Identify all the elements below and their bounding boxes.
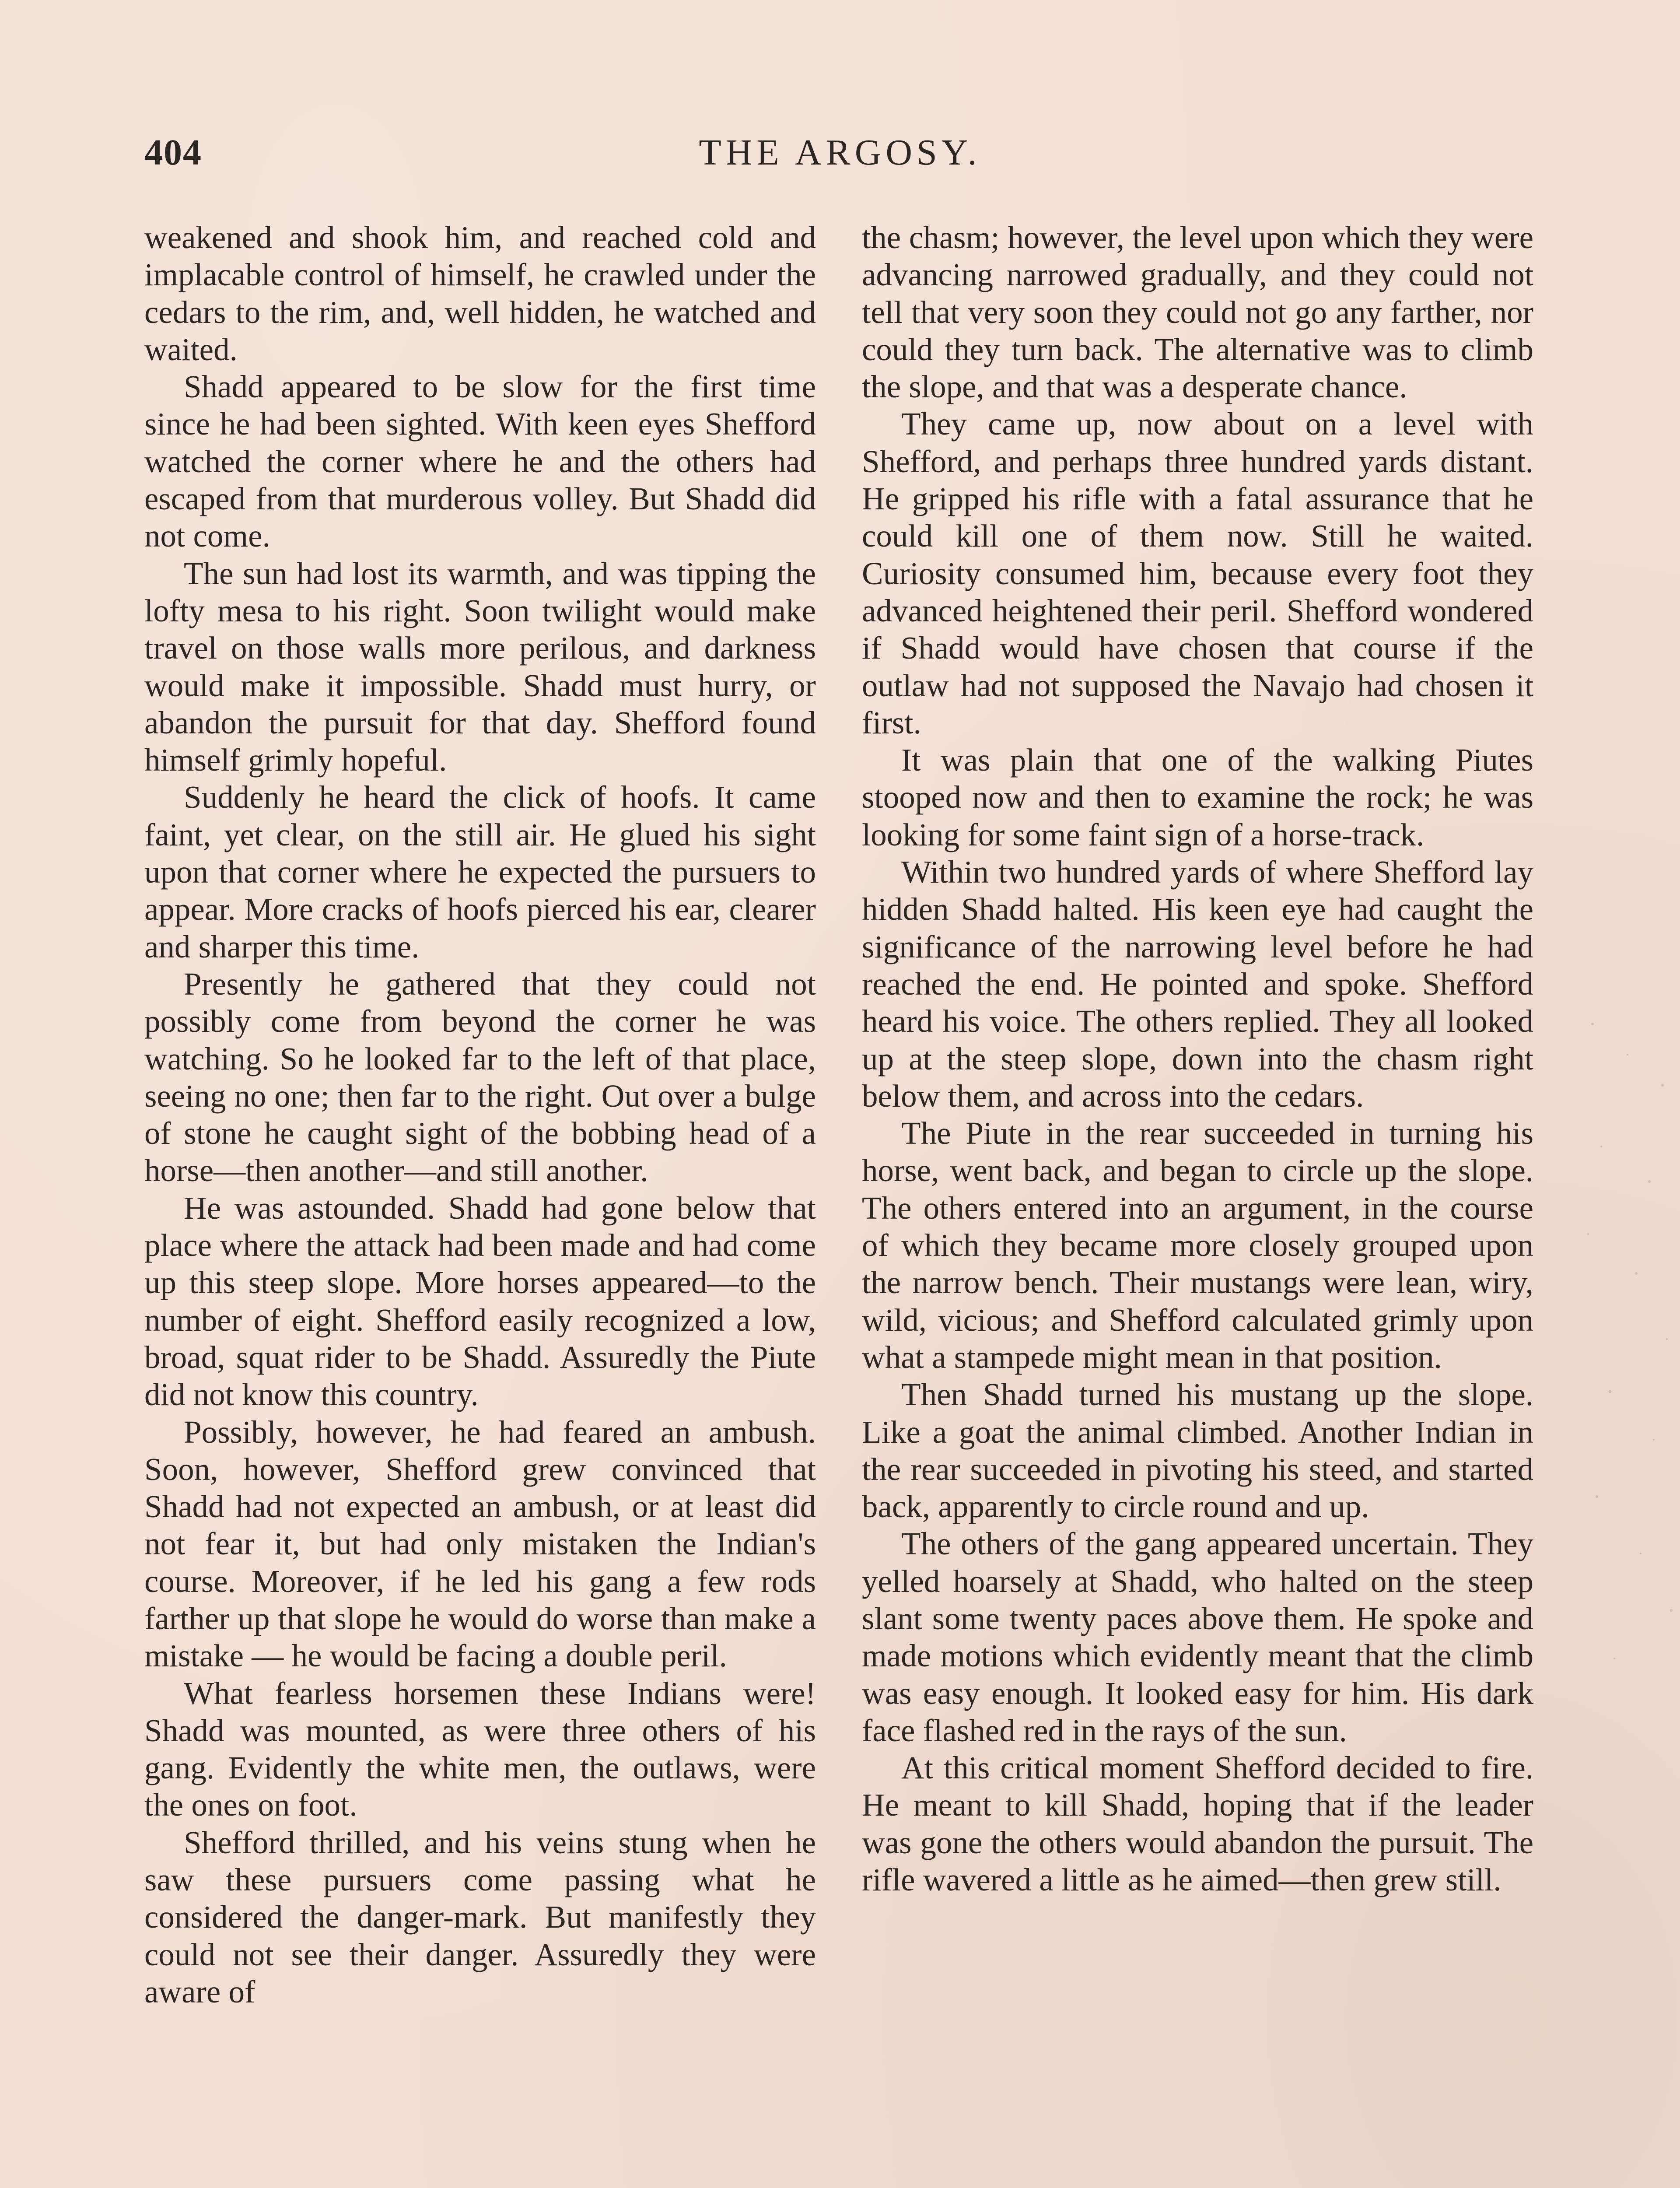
paragraph: The others of the gang appeared uncertain. They yelled hoarsely at Shadd, who halted on the steep slant some twenty paces above them. He spoke and made motions which evidently meant that the climb was easy enough. It looked easy for him. His dark face flashed red in the rays of the sun.	[862, 1526, 1533, 1748]
paragraph: They came up, now about on a level with Shefford, and perhaps three hundred yards distant. He gripped his rifle with a fatal assurance that he could kill one of them now. Still he waited. Curiosity consumed him, because every foot they advanced heightened their peril. Shefford wondered if Shadd would have chosen that course if the outlaw had not supposed the Navajo had chosen it first.	[862, 406, 1533, 740]
paragraph: It was plain that one of the walking Piutes stooped now and then to examine the rock; he was looking for some faint sign of a horse-track.	[862, 742, 1533, 852]
right-column	[862, 219, 1533, 1898]
paper-speckles	[1575, 1006, 1680, 1707]
page-number: 404	[144, 132, 202, 173]
paragraph: Suddenly he heard the click of hoofs. It came faint, yet clear, on the still air. He glued his sight upon that corner where he expected the pursuers to appear. More cracks of hoofs pierced his ear, clearer and sharper this time.	[144, 779, 816, 964]
left-column	[144, 219, 816, 2010]
paragraph: weakened and shook him, and reached cold and implacable control of himself, he crawled under the cedars to the rim, and, well hidden, he watched and waited.	[144, 220, 816, 367]
running-head-title: THE ARGOSY.	[699, 132, 981, 173]
paragraph: Within two hundred yards of where Shefford lay hidden Shadd halted. His keen eye had caught the significance of the narrowing level before he had reached the end. He pointed and spoke. Shefford heard his voice. The others replied. They all looked up at the steep slope, down into the chasm right below them, and across into the cedars.	[862, 854, 1533, 1114]
paragraph: the chasm; however, the level upon which they were advancing narrowed gradually, and they could not tell that very soon they could not go any farther, nor could they turn back. The alternative was to climb the slope, and that was a desperate chance.	[862, 220, 1533, 405]
paragraph: The Piute in the rear succeeded in turning his horse, went back, and began to circle up the slope. The others entered into an argument, in the course of which they became more closely grouped upon the narrow bench. Their mustangs were lean, wiry, wild, vicious; and Shefford calculated grimly upon what a stampede might mean in that position.	[862, 1115, 1533, 1375]
paragraph: Then Shadd turned his mustang up the slope. Like a goat the animal climbed. Another Indian in the rear succeeded in pivoting his steed, and started back, apparently to circle round and up.	[862, 1377, 1533, 1525]
paragraph: Shadd appeared to be slow for the first time since he had been sighted. With keen eyes Shefford watched the corner where he and the others had escaped from that murderous volley. But Shadd did not come.	[144, 369, 816, 554]
paragraph: Presently he gathered that they could not possibly come from beyond the corner he was watching. So he looked far to the left of that place, seeing no one; then far to the right. Out over a bulge of stone he caught sight of the bobbing head of a horse—then another—and still another.	[144, 966, 816, 1189]
paragraph: What fearless horsemen these Indians were! Shadd was mounted, as were three others of his gang. Evidently the white men, the outlaws, were the ones on foot.	[144, 1675, 816, 1823]
paragraph: Possibly, however, he had feared an ambush. Soon, however, Shefford grew convinced that Shadd had not expected an ambush, or at least did not fear it, but had only mistaken the Indian's course. Moreover, if he led his gang a few rods farther up that slope he would do worse than make a mistake — he would be facing a double peril.	[144, 1414, 816, 1674]
paragraph: Shefford thrilled, and his veins stung when he saw these pursuers come passing what he considered the danger-mark. But manifestly they could not see their danger. Assuredly they were aware of	[144, 1824, 816, 2009]
paragraph: The sun had lost its warmth, and was tipping the lofty mesa to his right. Soon twilight would make travel on those walls more perilous, and darkness would make it impossible. Shadd must hurry, or abandon the pursuit for that day. Shefford found himself grimly hopeful.	[144, 555, 816, 778]
paragraph: At this critical moment Shefford decided to fire. He meant to kill Shadd, hoping that if the leader was gone the others would abandon the pursuit. The rifle wavered a little as he aimed—then grew still.	[862, 1750, 1533, 1898]
paragraph: He was astounded. Shadd had gone below that place where the attack had been made and had come up this steep slope. More horses appeared—to the number of eight. Shefford easily recognized a low, broad, squat rider to be Shadd. Assuredly the Piute did not know this country.	[144, 1190, 816, 1413]
